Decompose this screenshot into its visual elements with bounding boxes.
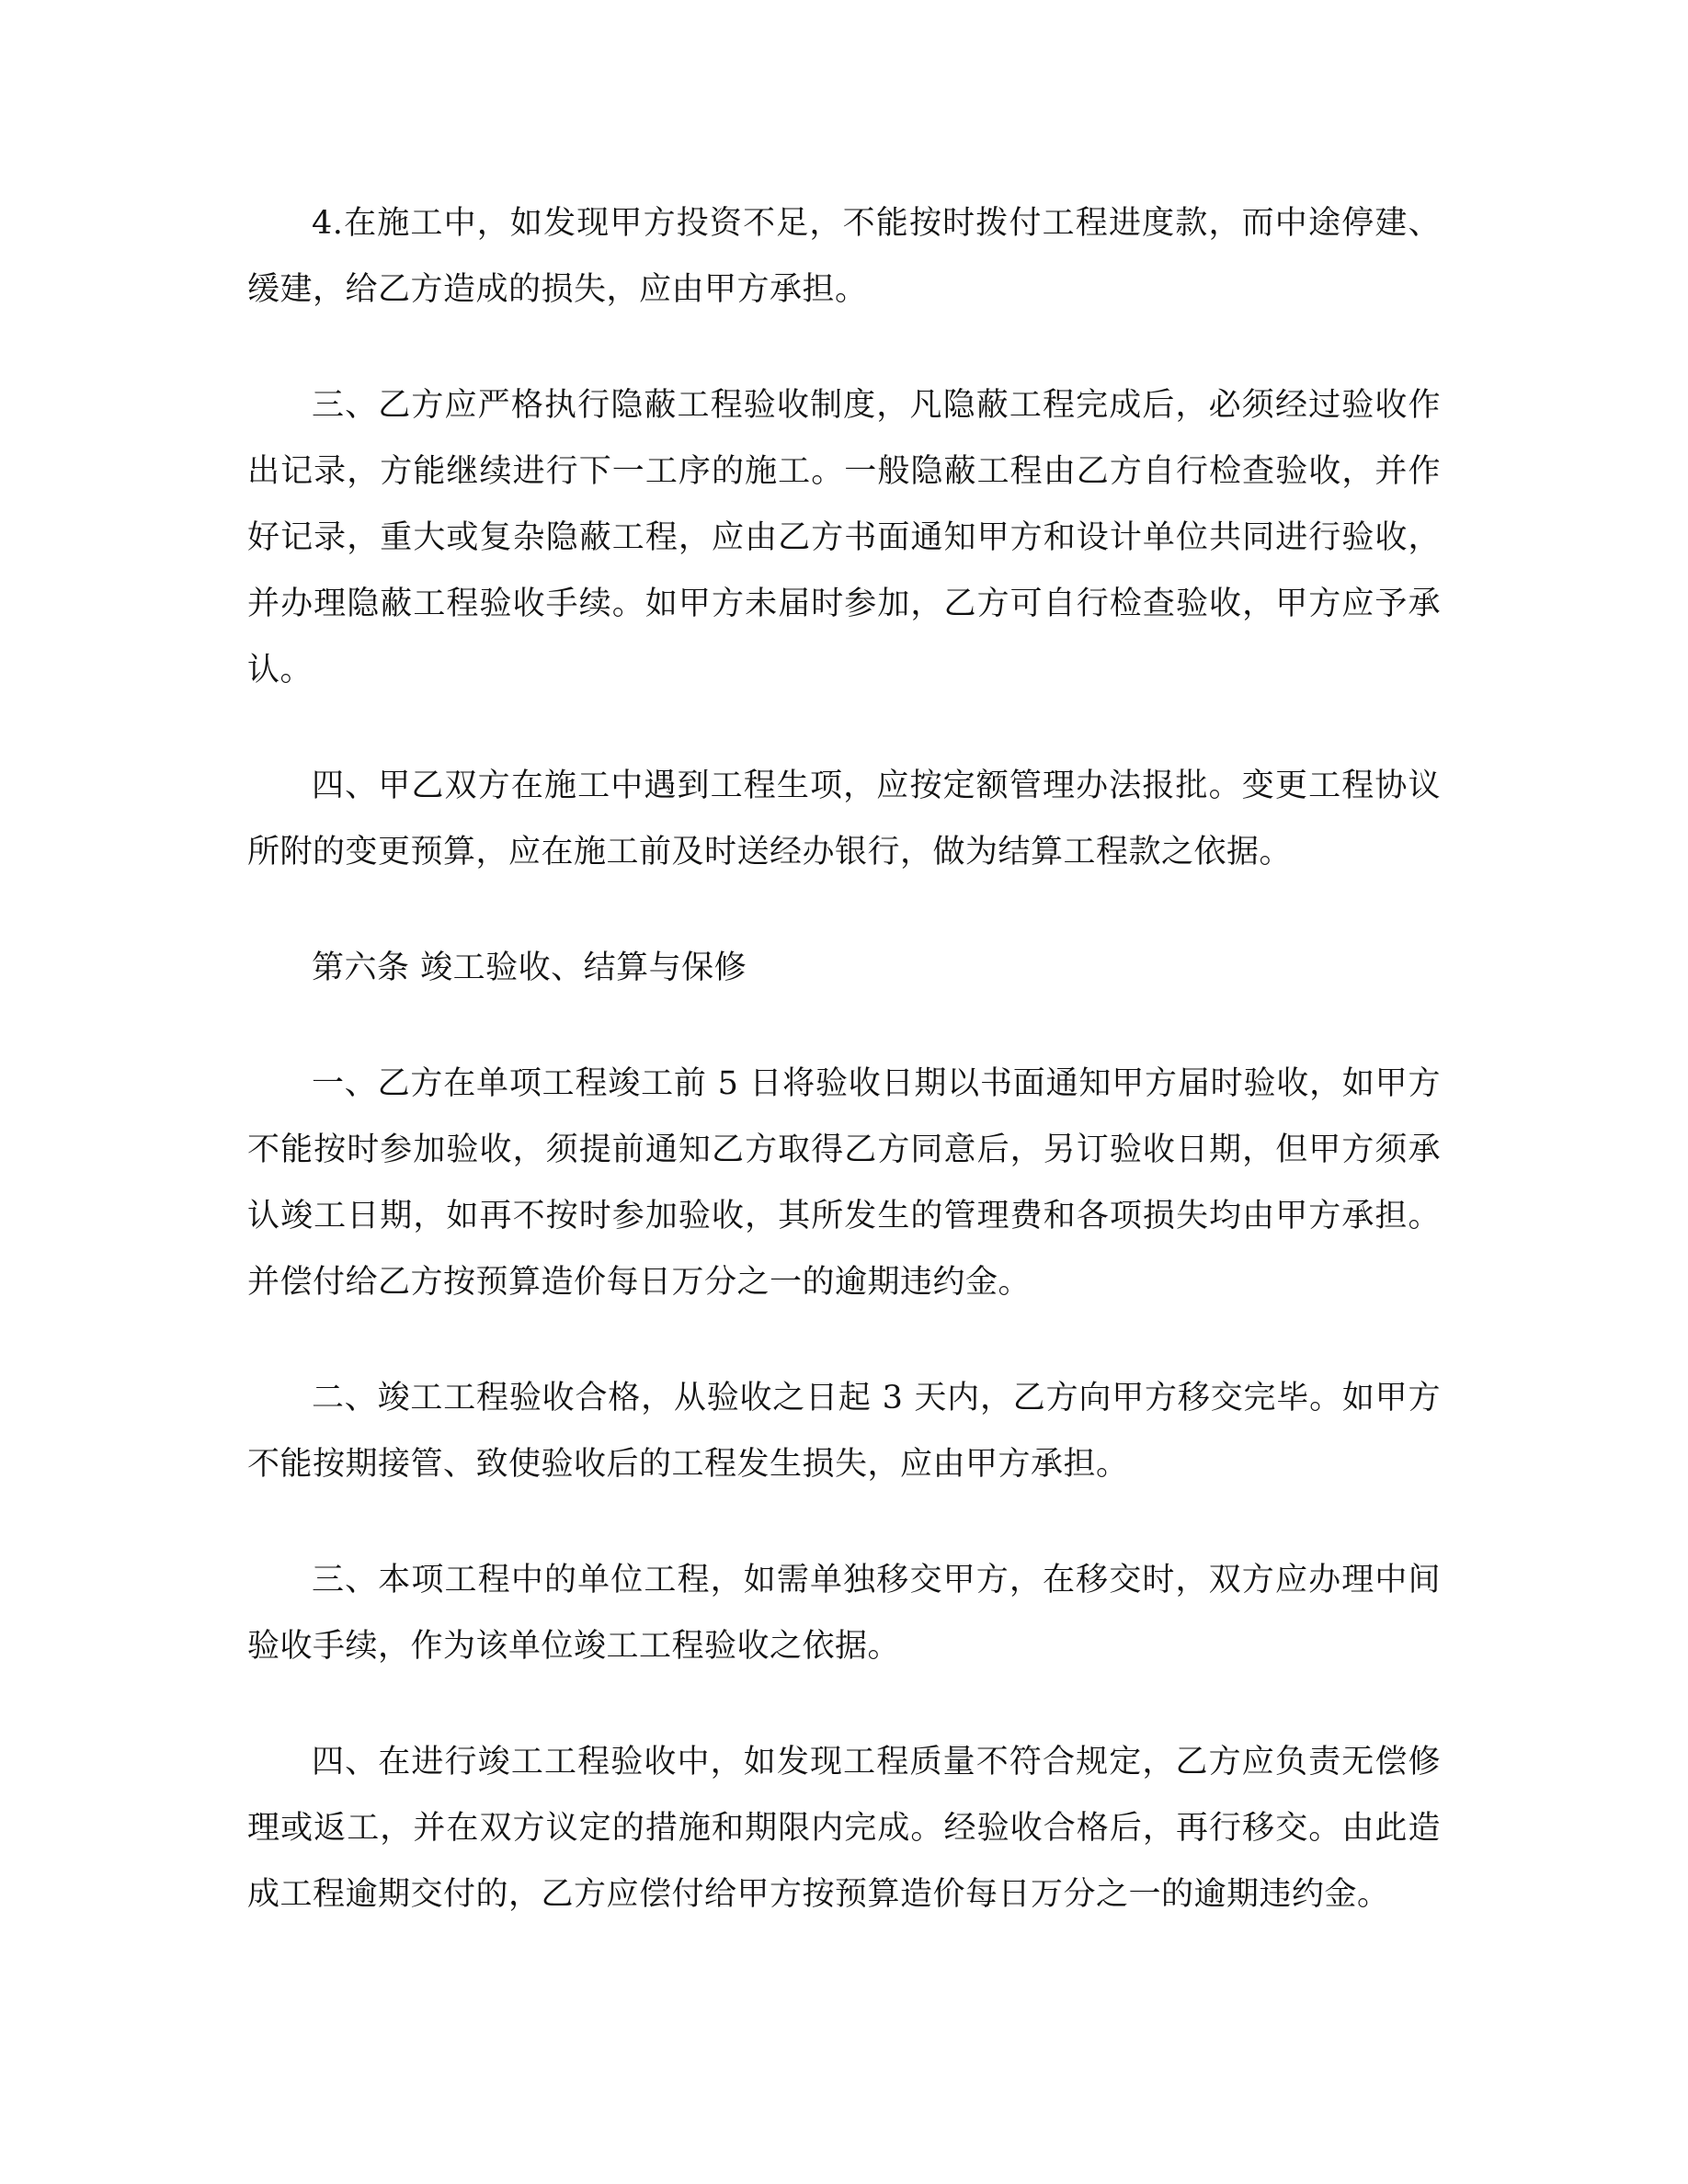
paragraph-completion-notice: 一、乙方在单项工程竣工前 5 日将验收日期以书面通知甲方届时验收，如甲方不能按时参加验收，须提前通知乙方取得乙方同意后，另订验收日期，但甲方须承认竣工日期，如再不按时参加验收，其所发生的管理费和各项损失均由甲方承担。并偿付给乙方按预算造价每日万分之一的逾期违约金。	[247, 1065, 1441, 1301]
paragraph-clause-4: 4.在施工中，如发现甲方投资不足，不能按时拨付工程进度款，而中途停建、缓建，给乙方造成的损失，应由甲方承担。	[247, 205, 1441, 308]
document-body	[247, 190, 1441, 1977]
paragraph-handover: 二、竣工工程验收合格，从验收之日起 3 天内，乙方向甲方移交完毕。如甲方不能按期接管、致使验收后的工程发生损失，应由甲方承担。	[247, 1380, 1441, 1483]
paragraph-unit-works-handover: 三、本项工程中的单位工程，如需单独移交甲方，在移交时，双方应办理中间验收手续，作为该单位竣工工程验收之依据。	[247, 1562, 1441, 1665]
paragraph-change-approval: 四、甲乙双方在施工中遇到工程生项，应按定额管理办法报批。变更工程协议所附的变更预算，应在施工前及时送经办银行，做为结算工程款之依据。	[247, 768, 1441, 870]
paragraph-quality-rework: 四、在进行竣工工程验收中，如发现工程质量不符合规定，乙方应负责无偿修理或返工，并在双方议定的措施和期限内完成。经验收合格后，再行移交。由此造成工程逾期交付的，乙方应偿付给甲方按预算造价每日万分之一的逾期违约金。	[247, 1744, 1441, 1913]
paragraph-concealed-works-inspection: 三、乙方应严格执行隐蔽工程验收制度，凡隐蔽工程完成后，必须经过验收作出记录，方能继续进行下一工序的施工。一般隐蔽工程由乙方自行检查验收，并作好记录，重大或复杂隐蔽工程，应由乙方书面通知甲方和设计单位共同进行验收，并办理隐蔽工程验收手续。如甲方未届时参加，乙方可自行检查验收，甲方应予承认。	[247, 387, 1441, 688]
section-heading-article-6: 第六条 竣工验收、结算与保修	[312, 950, 747, 986]
